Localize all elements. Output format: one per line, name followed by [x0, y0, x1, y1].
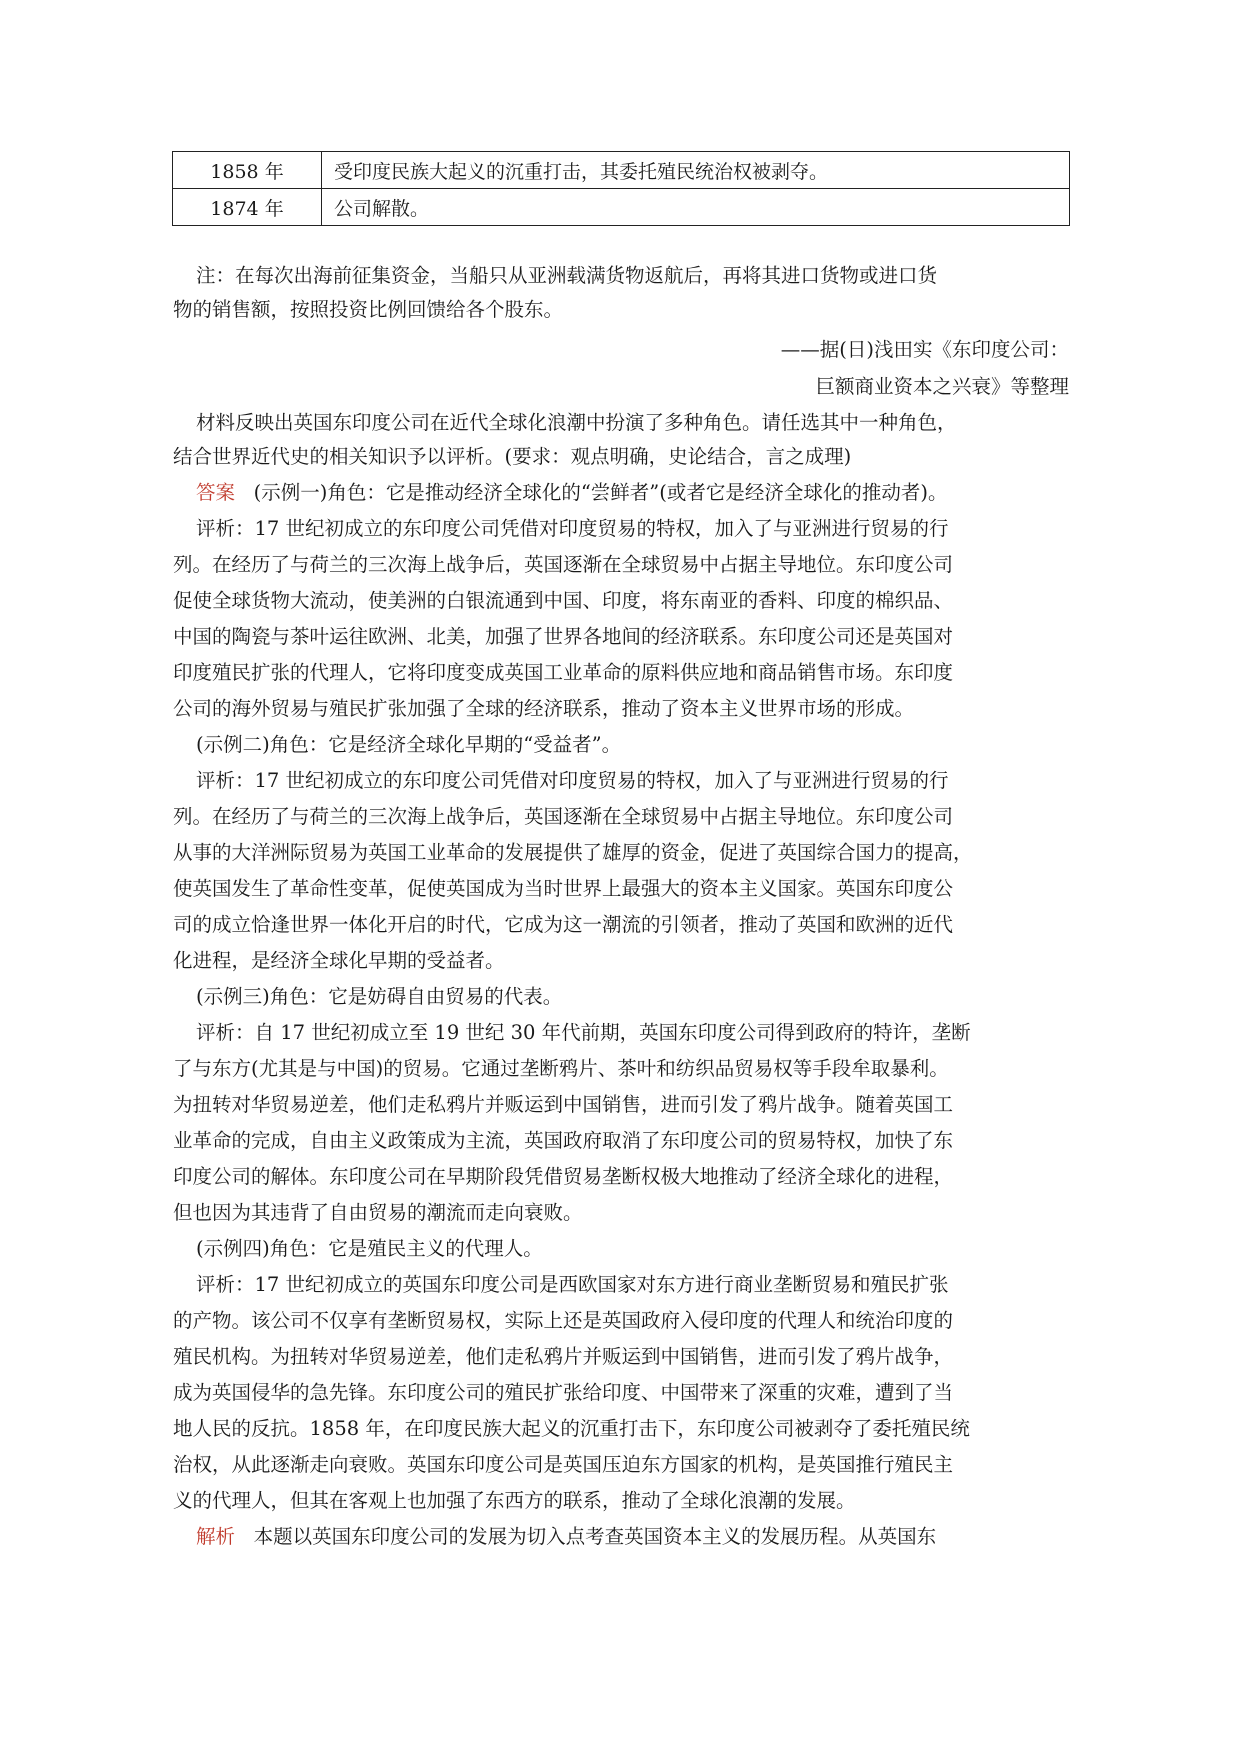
paragraph-line: 地人民的反抗。1858 年，在印度民族大起义的沉重打击下，东印度公司被剥夺了委托殖民统 [173, 1417, 970, 1440]
table-cell-year: 1874 年 [173, 189, 322, 226]
paragraph-line: 但也因为其违背了自由贸易的潮流而走向衰败。 [173, 1201, 583, 1224]
note-line: 物的销售额，按照投资比例回馈给各个股东。 [173, 298, 564, 321]
paragraph-line: 殖民机构。为扭转对华贸易逆差，他们走私鸦片并贩运到中国销售，进而引发了鸦片战争， [173, 1345, 954, 1368]
paragraph-line: 了与东方(尤其是与中国)的贸易。它通过垄断鸦片、茶叶和纺织品贸易权等手段牟取暴利。 [173, 1057, 949, 1080]
paragraph-line: 中国的陶瓷与茶叶运往欧洲、北美，加强了世界各地间的经济联系。东印度公司还是英国对 [173, 625, 954, 648]
paragraph-line: 评析：自 17 世纪初成立至 19 世纪 30 年代前期，英国东印度公司得到政府的特许，垄断 [196, 1021, 971, 1044]
note-line: 注：在每次出海前征集资金，当船只从亚洲载满货物返航后，再将其进口货物或进口货 [196, 264, 938, 287]
answer-label: 答案 [196, 481, 236, 504]
paragraph-line: 业革命的完成，自由主义政策成为主流，英国政府取消了东印度公司的贸易特权，加快了东 [173, 1129, 954, 1152]
paragraph-line: 义的代理人，但其在客观上也加强了东西方的联系，推动了全球化浪潮的发展。 [173, 1489, 856, 1512]
paragraph-line: 的产物。该公司不仅享有垄断贸易权，实际上还是英国政府入侵印度的代理人和统治印度的 [173, 1309, 954, 1332]
table-cell-year: 1858 年 [173, 152, 322, 189]
paragraph-line: 从事的大洋洲际贸易为英国工业革命的发展提供了雄厚的资金，促进了英国综合国力的提高， [173, 841, 973, 864]
source-citation: 巨额商业资本之兴衰》等整理 [815, 375, 1069, 398]
paragraph-line: 评析：17 世纪初成立的英国东印度公司是西欧国家对东方进行商业垄断贸易和殖民扩张 [196, 1273, 949, 1296]
paragraph-line: 治权，从此逐渐走向衰败。英国东印度公司是英国压迫东方国家的机构，是英国推行殖民主 [173, 1453, 954, 1476]
table-cell-event: 公司解散。 [322, 189, 1070, 226]
source-citation: ——据(日)浅田实《东印度公司： [780, 338, 1069, 361]
example-role: (示例一)角色：它是推动经济全球化的“尝鲜者”(或者它是经济全球化的推动者)。 [253, 481, 948, 504]
question-line: 材料反映出英国东印度公司在近代全球化浪潮中扮演了多种角色。请任选其中一种角色， [196, 411, 957, 434]
example-role: (示例三)角色：它是妨碍自由贸易的代表。 [196, 985, 563, 1008]
table-row [173, 189, 1070, 226]
answer-heading [196, 478, 948, 508]
paragraph-line: 评析：17 世纪初成立的东印度公司凭借对印度贸易的特权，加入了与亚洲进行贸易的行 [196, 517, 949, 540]
paragraph-line: 列。在经历了与荷兰的三次海上战争后，英国逐渐在全球贸易中占据主导地位。东印度公司 [173, 553, 954, 576]
example-role: (示例四)角色：它是殖民主义的代理人。 [196, 1237, 543, 1260]
paragraph-line: 为扭转对华贸易逆差，他们走私鸦片并贩运到中国销售，进而引发了鸦片战争。随着英国工 [173, 1093, 954, 1116]
paragraph-line: 印度公司的解体。东印度公司在早期阶段凭借贸易垄断权极大地推动了经济全球化的进程， [173, 1165, 954, 1188]
analysis-label: 解析 [196, 1525, 236, 1548]
analysis-text: 本题以英国东印度公司的发展为切入点考查英国资本主义的发展历程。从英国东 [253, 1525, 937, 1548]
paragraph-line: 使英国发生了革命性变革，促使英国成为当时世界上最强大的资本主义国家。英国东印度公 [173, 877, 954, 900]
paragraph-line: 司的成立恰逢世界一体化开启的时代，它成为这一潮流的引领者，推动了英国和欧洲的近代 [173, 913, 954, 936]
paragraph-line: 促使全球货物大流动，使美洲的白银流通到中国、印度，将东南亚的香料、印度的棉织品、 [173, 589, 954, 612]
table-cell-event: 受印度民族大起义的沉重打击，其委托殖民统治权被剥夺。 [322, 152, 1070, 189]
analysis-line [196, 1522, 936, 1552]
paragraph-line: 评析：17 世纪初成立的东印度公司凭借对印度贸易的特权，加入了与亚洲进行贸易的行 [196, 769, 949, 792]
timeline-table [172, 151, 1070, 226]
paragraph-line: 化进程，是经济全球化早期的受益者。 [173, 949, 505, 972]
table-row [173, 152, 1070, 189]
example-role: (示例二)角色：它是经济全球化早期的“受益者”。 [196, 733, 622, 756]
paragraph-line: 成为英国侵华的急先锋。东印度公司的殖民扩张给印度、中国带来了深重的灾难，遭到了当 [173, 1381, 954, 1404]
paragraph-line: 列。在经历了与荷兰的三次海上战争后，英国逐渐在全球贸易中占据主导地位。东印度公司 [173, 805, 954, 828]
question-line: 结合世界近代史的相关知识予以评析。(要求：观点明确，史论结合，言之成理) [173, 445, 852, 468]
paragraph-line: 印度殖民扩张的代理人，它将印度变成英国工业革命的原料供应地和商品销售市场。东印度 [173, 661, 954, 684]
paragraph-line: 公司的海外贸易与殖民扩张加强了全球的经济联系，推动了资本主义世界市场的形成。 [173, 697, 915, 720]
